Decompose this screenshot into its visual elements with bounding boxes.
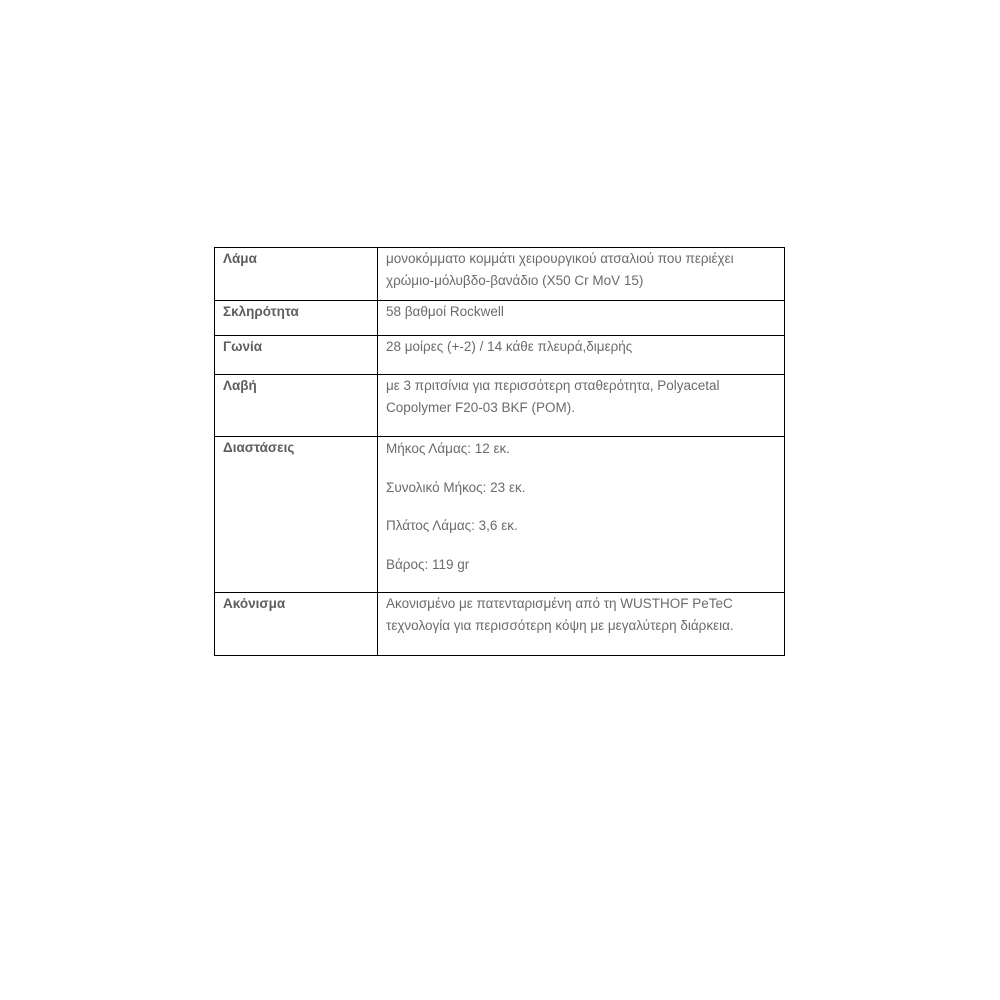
table-row [215,248,785,301]
row-value-angle [378,336,785,375]
row-value-hardness [378,301,785,336]
row-value-handle [378,375,785,437]
row-label-handle: Λαβή [215,375,378,437]
row-label-angle: Γωνία [215,336,378,375]
value-line: Πλάτος Λάμας: 3,6 εκ. [386,518,518,533]
row-value-dimensions [378,437,785,593]
row-value-sharpening [378,593,785,656]
value-line: Βάρος: 119 gr [386,556,470,572]
specifications-table [214,247,785,656]
value-line: 28 μοίρες (+-2) / 14 κάθε πλευρά,διμερής [386,339,633,354]
table-row [215,437,785,593]
row-label-dimensions: Διαστάσεις [215,437,378,593]
row-label-blade: Λάμα [215,248,378,301]
value-line: Copolymer F20-03 BKF (POM). [386,400,576,415]
row-label-hardness: Σκληρότητα [215,301,378,336]
row-value-blade [378,248,785,301]
table-row [215,336,785,375]
value-line: Ακονισμένο με πατενταρισμένη από τη WUSTHOF PeTeC [386,596,733,611]
value-line: μονοκόμματο κομμάτι χειρουργικού ατσαλιού που περιέχει [386,251,734,266]
table-row [215,375,785,437]
value-line: με 3 πριτσίνια για περισσότερη σταθερότητα, Polyacetal [386,378,720,393]
value-line: Μήκος Λάμας: 12 εκ. [386,441,511,456]
value-line: Συνολικό Μήκος: 23 εκ. [386,479,526,495]
value-line: τεχνολογία για περισσότερη κόψη με μεγαλύτερη διάρκεια. [386,618,734,633]
table-row [215,301,785,336]
value-line: 58 βαθμοί Rockwell [386,304,504,319]
row-label-sharpening: Ακόνισμα [215,593,378,656]
value-line: χρώμιο-μόλυβδο-βανάδιο (X50 Cr MoV 15) [386,273,644,288]
table-row [215,593,785,656]
